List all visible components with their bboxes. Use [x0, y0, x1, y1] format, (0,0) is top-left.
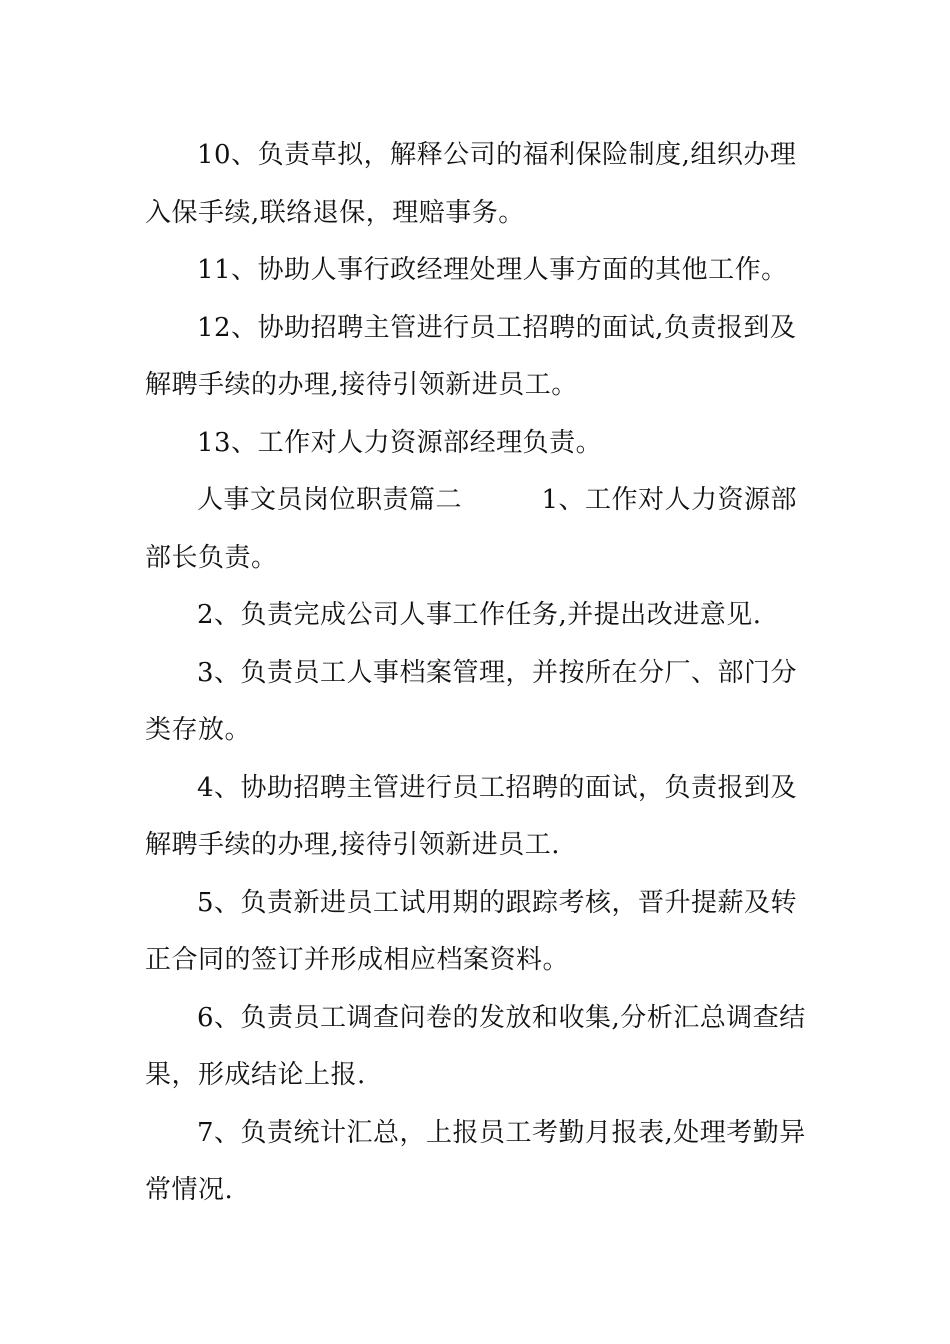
paragraph-item-13: 13、工作对人力资源部经理负责。 [197, 427, 603, 458]
paragraph-item-6: 6、负责员工调查问卷的发放和收集,分析汇总调查结果，形成结论上报. [145, 1002, 806, 1090]
paragraph-item-7: 7、负责统计汇总，上报员工考勤月报表,处理考勤异常情况. [145, 1117, 806, 1205]
paragraph-item-5: 5、负责新进员工试用期的跟踪考核，晋升提薪及转正合同的签订并形成相应档案资料。 [145, 887, 798, 975]
paragraph-item-4: 4、协助招聘主管进行员工招聘的面试，负责报到及解聘手续的办理,接待引领新进员工. [145, 772, 798, 860]
paragraph-item-12: 12、协助招聘主管进行员工招聘的面试,负责报到及解聘手续的办理,接待引领新进员工。 [145, 312, 797, 400]
paragraph-item-3: 3、负责员工人事档案管理，并按所在分厂、部门分类存放。 [145, 657, 798, 745]
document-body [145, 127, 810, 1220]
paragraph-item-2: 2、负责完成公司人事工作任务,并提出改进意见. [197, 600, 762, 630]
paragraph-item-10: 10、负责草拟，解释公司的福利保险制度,组织办理入保手续,联络退保，理赔事务。 [145, 140, 797, 228]
section-heading-paragraph: 人事文员岗位职责篇二 1、工作对人力资源部部长负责。 [145, 485, 798, 573]
paragraph-item-11: 11、协助人事行政经理处理人事方面的其他工作。 [197, 255, 788, 285]
